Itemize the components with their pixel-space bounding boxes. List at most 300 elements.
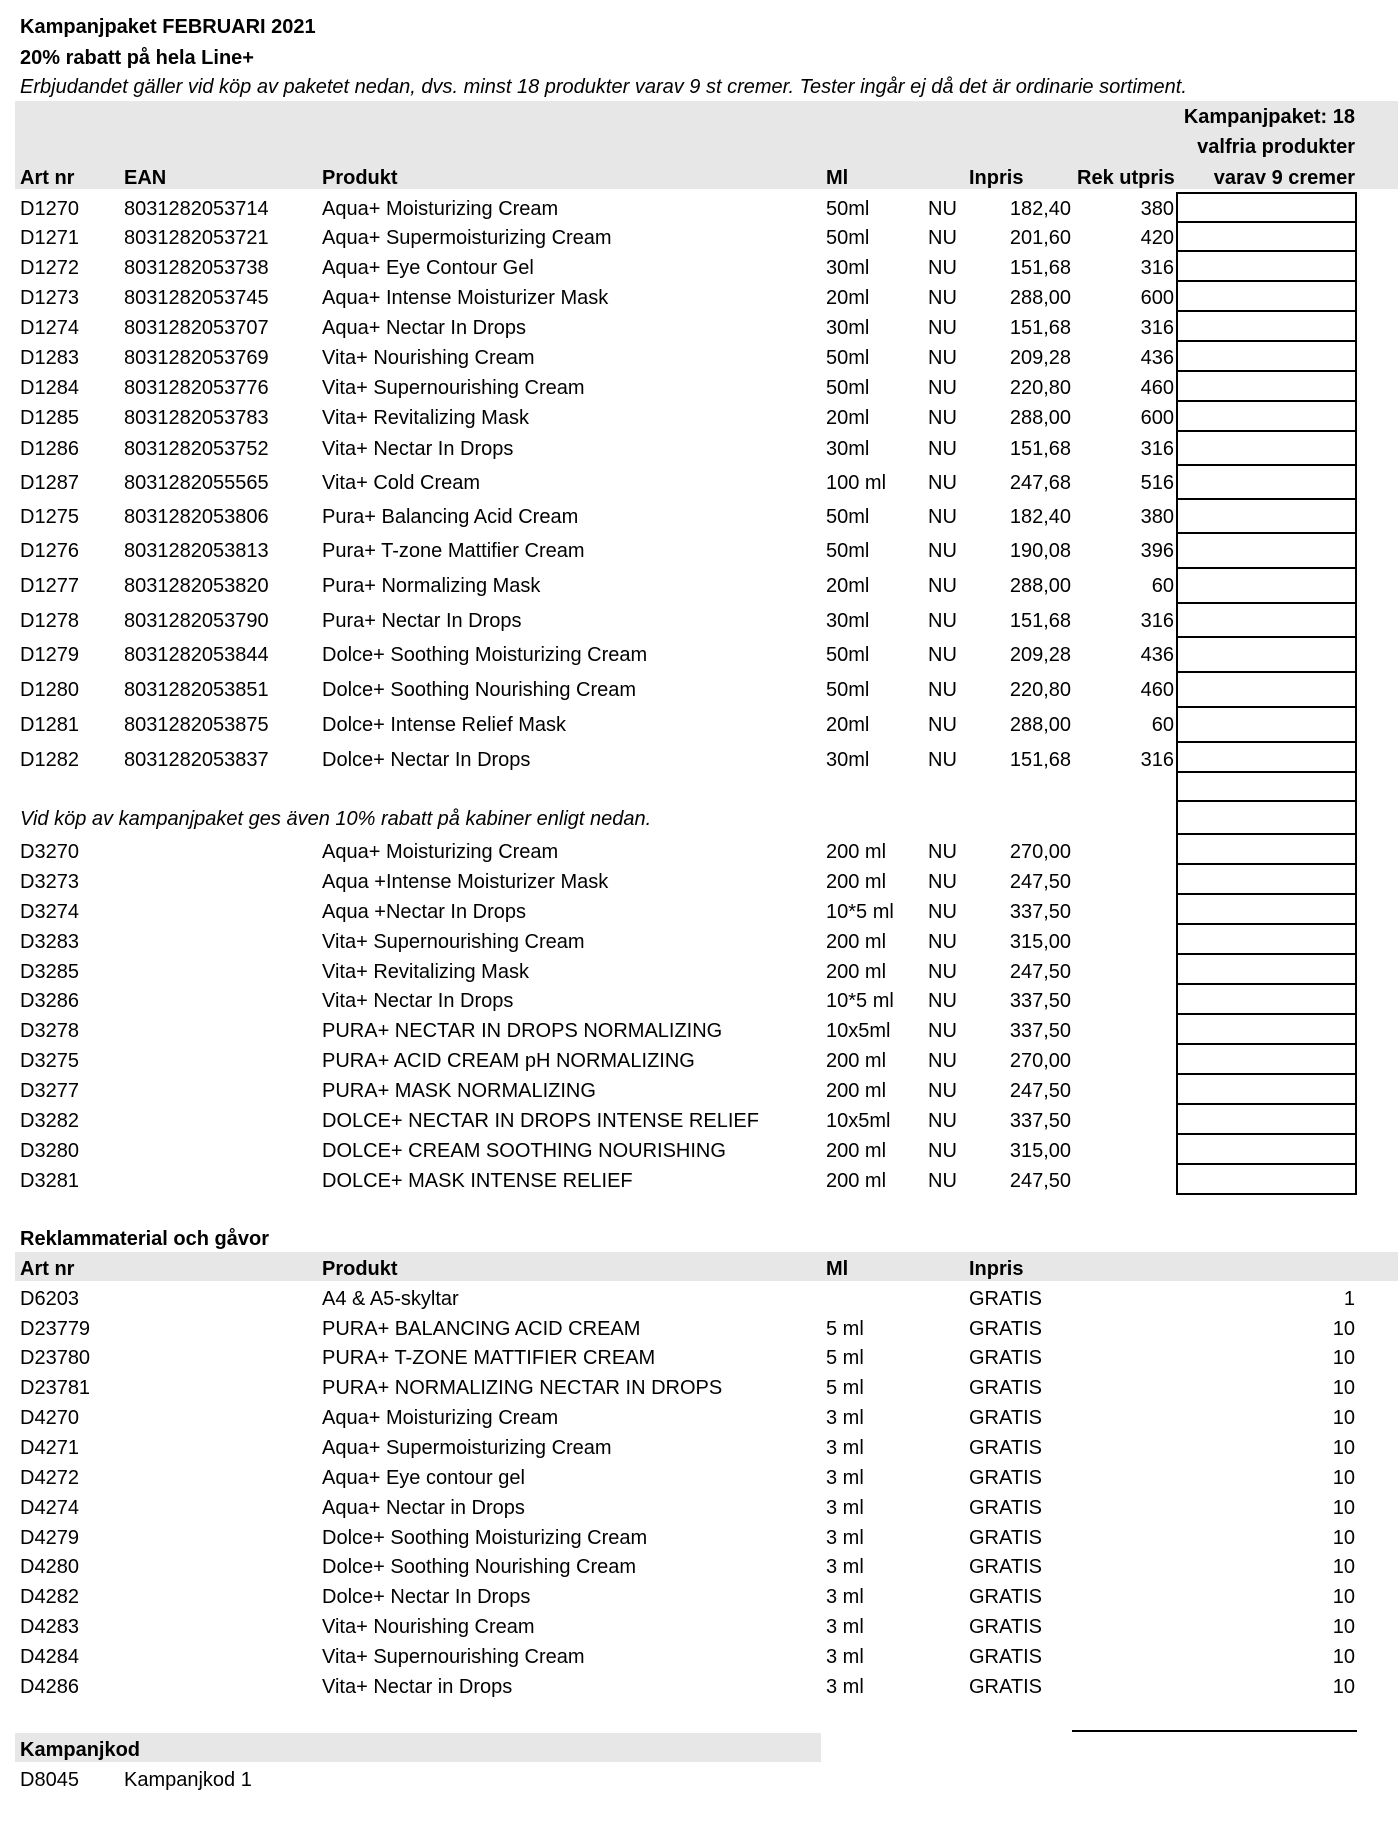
cell-ean: 8031282053714 — [124, 198, 269, 220]
cell-inpris: 337,50 — [1009, 1110, 1071, 1132]
cell-ean: 8031282053851 — [124, 679, 269, 701]
cell-produkt: Pura+ T-zone Mattifier Cream — [322, 540, 585, 562]
cell-produkt: Aqua+ Supermoisturizing Cream — [322, 227, 612, 249]
quantity-input-box[interactable] — [1176, 1163, 1357, 1195]
quantity-input-box[interactable] — [1176, 250, 1357, 282]
cell-produkt: Dolce+ Soothing Moisturizing Cream — [322, 1527, 648, 1549]
quantity-input-box[interactable] — [1176, 602, 1357, 638]
quantity-input-box[interactable] — [1176, 983, 1357, 1015]
cell-produkt: Vita+ Supernourishing Cream — [322, 931, 585, 953]
cell-nu: NU — [928, 377, 957, 399]
cell-ml: 20ml — [826, 575, 870, 597]
cell-ml: 30ml — [826, 610, 870, 632]
col-header-inpris: Inpris — [969, 167, 1024, 189]
quantity-input-box[interactable] — [1176, 498, 1357, 534]
quantity-input-box[interactable] — [1176, 923, 1357, 955]
cell-inpris: GRATIS — [969, 1586, 1042, 1608]
cell-ml: 200 ml — [826, 1140, 887, 1162]
cell-artnr: D1272 — [20, 257, 79, 279]
cell-rekutpris: 316 — [1140, 610, 1174, 632]
cell-artnr: D4283 — [20, 1616, 79, 1638]
cell-ml: 3 ml — [826, 1676, 864, 1698]
cell-produkt: Aqua+ Moisturizing Cream — [322, 1407, 559, 1429]
campaign-code-title: Kampanjkod — [20, 1739, 141, 1761]
offer-note: Erbjudandet gäller vid köp av paketet nedan, dvs. minst 18 produkter varav 9 st cremer. Tester ingår ej då det är ordinarie sortiment. — [20, 76, 1187, 98]
col-header-ml: Ml — [826, 167, 849, 189]
promo-section-title: Reklammaterial och gåvor — [20, 1228, 269, 1250]
cell-ml: 5 ml — [826, 1377, 864, 1399]
cell-artnr: D3281 — [20, 1170, 79, 1192]
cell-ml: 200 ml — [826, 931, 887, 953]
promo-header-artnr: Art nr — [20, 1258, 75, 1280]
cell-produkt: DOLCE+ MASK INTENSE RELIEF — [322, 1170, 633, 1192]
cell-nu: NU — [928, 287, 957, 309]
cell-ml: 30ml — [826, 749, 870, 771]
cell-inpris: GRATIS — [969, 1318, 1042, 1340]
col-header-ean: EAN — [124, 167, 167, 189]
cell-inpris: 337,50 — [1009, 901, 1071, 923]
cell-produkt: DOLCE+ CREAM SOOTHING NOURISHING — [322, 1140, 726, 1162]
cell-inpris: 337,50 — [1009, 1020, 1071, 1042]
cell-produkt: Aqua+ Moisturizing Cream — [322, 841, 559, 863]
cell-artnr: D4274 — [20, 1497, 79, 1519]
cell-nu: NU — [928, 1020, 957, 1042]
cell-artnr: D4279 — [20, 1527, 79, 1549]
cell-quantity: 10 — [1332, 1377, 1355, 1399]
cell-rekutpris: 60 — [1151, 575, 1174, 597]
cell-ml: 200 ml — [826, 841, 887, 863]
quantity-input-box[interactable] — [1176, 340, 1357, 372]
col-header-package-line1: Kampanjpaket: 18 — [1183, 106, 1355, 128]
cell-rekutpris: 316 — [1140, 317, 1174, 339]
cell-ml: 50ml — [826, 540, 870, 562]
cell-artnr: D1281 — [20, 714, 79, 736]
campaign-code-label: Kampanjkod 1 — [124, 1769, 252, 1791]
cell-produkt: PURA+ T-ZONE MATTIFIER CREAM — [322, 1347, 656, 1369]
cell-produkt: Vita+ Nectar in Drops — [322, 1676, 513, 1698]
cell-ml: 50ml — [826, 198, 870, 220]
cell-quantity: 10 — [1332, 1646, 1355, 1668]
cell-inpris: 247,50 — [1009, 1080, 1071, 1102]
quantity-input-box[interactable] — [1176, 430, 1357, 466]
cell-inpris: 182,40 — [1009, 506, 1071, 528]
cell-ean: 8031282053875 — [124, 714, 269, 736]
cell-artnr: D23779 — [20, 1318, 91, 1340]
cell-produkt: PURA+ NECTAR IN DROPS NORMALIZING — [322, 1020, 723, 1042]
cell-ml: 30ml — [826, 438, 870, 460]
cell-produkt: Dolce+ Intense Relief Mask — [322, 714, 567, 736]
quantity-input-box[interactable] — [1176, 893, 1357, 925]
divider-line — [1072, 1730, 1357, 1732]
cell-artnr: D3280 — [20, 1140, 79, 1162]
cell-ml: 20ml — [826, 287, 870, 309]
cell-ml: 20ml — [826, 714, 870, 736]
cell-produkt: Vita+ Revitalizing Mask — [322, 961, 529, 983]
quantity-input-box[interactable] — [1176, 280, 1357, 312]
quantity-input-box[interactable] — [1176, 1013, 1357, 1045]
cell-artnr: D3286 — [20, 990, 79, 1012]
cell-ml: 50ml — [826, 679, 870, 701]
cell-produkt: A4 & A5-skyltar — [322, 1288, 459, 1310]
cell-inpris: 288,00 — [1009, 575, 1071, 597]
cell-quantity: 10 — [1332, 1437, 1355, 1459]
cell-inpris: 247,50 — [1009, 1170, 1071, 1192]
cell-ml: 3 ml — [826, 1586, 864, 1608]
cell-rekutpris: 600 — [1140, 287, 1174, 309]
cell-artnr: D23780 — [20, 1347, 91, 1369]
cell-artnr: D1276 — [20, 540, 79, 562]
cell-inpris: 151,68 — [1009, 749, 1071, 771]
cell-inpris: 209,28 — [1009, 347, 1071, 369]
cell-ml: 5 ml — [826, 1347, 864, 1369]
cell-artnr: D4270 — [20, 1407, 79, 1429]
cell-ean: 8031282053707 — [124, 317, 269, 339]
cell-inpris: 209,28 — [1009, 644, 1071, 666]
cell-inpris: GRATIS — [969, 1467, 1042, 1489]
cell-ml: 200 ml — [826, 1170, 887, 1192]
cell-inpris: 220,80 — [1009, 377, 1071, 399]
cell-ml: 30ml — [826, 257, 870, 279]
quantity-input-box[interactable] — [1176, 741, 1357, 773]
cell-produkt: PURA+ BALANCING ACID CREAM — [322, 1318, 641, 1340]
cell-artnr: D1284 — [20, 377, 79, 399]
cell-ean: 8031282053745 — [124, 287, 269, 309]
cell-inpris: 220,80 — [1009, 679, 1071, 701]
cell-inpris: GRATIS — [969, 1646, 1042, 1668]
cell-nu: NU — [928, 575, 957, 597]
cell-produkt: Vita+ Supernourishing Cream — [322, 377, 585, 399]
cell-ean: 8031282053844 — [124, 644, 269, 666]
cell-rekutpris: 316 — [1140, 438, 1174, 460]
cell-quantity: 10 — [1332, 1497, 1355, 1519]
cell-ml: 10x5ml — [826, 1020, 891, 1042]
cell-inpris: GRATIS — [969, 1288, 1042, 1310]
quantity-input-box[interactable] — [1176, 400, 1357, 432]
cell-inpris: 288,00 — [1009, 287, 1071, 309]
cell-artnr: D1277 — [20, 575, 79, 597]
cell-inpris: GRATIS — [969, 1527, 1042, 1549]
cell-nu: NU — [928, 257, 957, 279]
cell-inpris: 190,08 — [1009, 540, 1071, 562]
cell-ean: 8031282053769 — [124, 347, 269, 369]
cell-inpris: 151,68 — [1009, 257, 1071, 279]
cell-inpris: GRATIS — [969, 1377, 1042, 1399]
cell-produkt: PURA+ MASK NORMALIZING — [322, 1080, 596, 1102]
cell-produkt: Aqua+ Intense Moisturizer Mask — [322, 287, 609, 309]
quantity-input-box[interactable] — [1176, 636, 1357, 673]
cell-rekutpris: 436 — [1140, 644, 1174, 666]
cell-rekutpris: 460 — [1140, 679, 1174, 701]
cell-ml: 50ml — [826, 227, 870, 249]
cell-rekutpris: 60 — [1151, 714, 1174, 736]
cell-ean: 8031282053820 — [124, 575, 269, 597]
cell-nu: NU — [928, 841, 957, 863]
cell-inpris: 337,50 — [1009, 990, 1071, 1012]
cell-nu: NU — [928, 506, 957, 528]
cell-inpris: 247,68 — [1009, 472, 1071, 494]
quantity-input-box[interactable] — [1176, 863, 1357, 895]
quantity-input-box[interactable] — [1176, 1133, 1357, 1165]
cell-artnr: D4284 — [20, 1646, 79, 1668]
quantity-input-box[interactable] — [1176, 671, 1357, 708]
cell-produkt: Aqua+ Moisturizing Cream — [322, 198, 559, 220]
quantity-input-box[interactable] — [1176, 1103, 1357, 1135]
cell-rekutpris: 316 — [1140, 749, 1174, 771]
cell-ml: 3 ml — [826, 1556, 864, 1578]
cell-nu: NU — [928, 198, 957, 220]
col-header-produkt: Produkt — [322, 167, 398, 189]
cell-produkt: Vita+ Nectar In Drops — [322, 438, 514, 460]
cell-rekutpris: 380 — [1140, 506, 1174, 528]
cell-ml: 200 ml — [826, 1080, 887, 1102]
cell-ml: 10*5 ml — [826, 990, 894, 1012]
cell-nu: NU — [928, 610, 957, 632]
cell-ml: 200 ml — [826, 1050, 887, 1072]
cell-inpris: 270,00 — [1009, 1050, 1071, 1072]
cell-ml: 30ml — [826, 317, 870, 339]
cell-inpris: 151,68 — [1009, 317, 1071, 339]
cell-artnr: D23781 — [20, 1377, 91, 1399]
cell-artnr: D1279 — [20, 644, 79, 666]
cell-nu: NU — [928, 749, 957, 771]
cell-nu: NU — [928, 961, 957, 983]
cell-ean: 8031282053813 — [124, 540, 269, 562]
cell-quantity: 1 — [1343, 1288, 1355, 1310]
cell-artnr: D3278 — [20, 1020, 79, 1042]
page-subtitle: 20% rabatt på hela Line+ — [20, 47, 254, 69]
cabin-discount-note: Vid köp av kampanjpaket ges även 10% rabatt på kabiner enligt nedan. — [20, 808, 652, 830]
page-title: Kampanjpaket FEBRUARI 2021 — [20, 16, 316, 38]
cell-ml: 20ml — [826, 407, 870, 429]
cell-ean: 8031282053752 — [124, 438, 269, 460]
cell-inpris: GRATIS — [969, 1556, 1042, 1578]
col-header-package-line2: valfria produkter — [1197, 136, 1355, 158]
cell-artnr: D1270 — [20, 198, 79, 220]
campaign-code-value: D8045 — [20, 1769, 79, 1791]
cell-produkt: Vita+ Supernourishing Cream — [322, 1646, 585, 1668]
cell-nu: NU — [928, 438, 957, 460]
col-header-artnr: Art nr — [20, 167, 75, 189]
cell-ml: 50ml — [826, 347, 870, 369]
quantity-input-box[interactable] — [1176, 192, 1357, 223]
cell-nu: NU — [928, 871, 957, 893]
cell-produkt: Vita+ Cold Cream — [322, 472, 481, 494]
cell-quantity: 10 — [1332, 1616, 1355, 1638]
cell-artnr: D4286 — [20, 1676, 79, 1698]
cell-nu: NU — [928, 317, 957, 339]
cell-produkt: Vita+ Nourishing Cream — [322, 347, 535, 369]
cell-ean: 8031282053721 — [124, 227, 269, 249]
cell-artnr: D1287 — [20, 472, 79, 494]
cell-produkt: Vita+ Nourishing Cream — [322, 1616, 535, 1638]
cell-produkt: Aqua+ Eye contour gel — [322, 1467, 525, 1489]
cell-artnr: D1283 — [20, 347, 79, 369]
cell-quantity: 10 — [1332, 1586, 1355, 1608]
cell-rekutpris: 436 — [1140, 347, 1174, 369]
cell-produkt: Aqua+ Eye Contour Gel — [322, 257, 534, 279]
cell-quantity: 10 — [1332, 1556, 1355, 1578]
quantity-input-box[interactable] — [1176, 221, 1357, 252]
cell-quantity: 10 — [1332, 1318, 1355, 1340]
cell-ml: 3 ml — [826, 1527, 864, 1549]
cell-inpris: 247,50 — [1009, 871, 1071, 893]
cell-artnr: D1282 — [20, 749, 79, 771]
cell-produkt: Pura+ Nectar In Drops — [322, 610, 522, 632]
cell-nu: NU — [928, 679, 957, 701]
cell-produkt: Aqua +Intense Moisturizer Mask — [322, 871, 609, 893]
cell-ml: 10x5ml — [826, 1110, 891, 1132]
cell-artnr: D1280 — [20, 679, 79, 701]
cell-nu: NU — [928, 1050, 957, 1072]
cell-inpris: GRATIS — [969, 1437, 1042, 1459]
cell-rekutpris: 316 — [1140, 257, 1174, 279]
cell-ean: 8031282053738 — [124, 257, 269, 279]
cell-artnr: D4272 — [20, 1467, 79, 1489]
cell-produkt: Dolce+ Nectar In Drops — [322, 749, 531, 771]
cell-produkt: Dolce+ Soothing Nourishing Cream — [322, 1556, 637, 1578]
cell-produkt: Vita+ Revitalizing Mask — [322, 407, 529, 429]
cell-produkt: PURA+ NORMALIZING NECTAR IN DROPS — [322, 1377, 723, 1399]
cell-inpris: 270,00 — [1009, 841, 1071, 863]
cell-ml: 3 ml — [826, 1437, 864, 1459]
cell-produkt: Aqua+ Supermoisturizing Cream — [322, 1437, 612, 1459]
cell-ean: 8031282053790 — [124, 610, 269, 632]
cell-artnr: D1274 — [20, 317, 79, 339]
cell-ean: 8031282053837 — [124, 749, 269, 771]
cell-produkt: DOLCE+ NECTAR IN DROPS INTENSE RELIEF — [322, 1110, 759, 1132]
cell-artnr: D1286 — [20, 438, 79, 460]
cell-inpris: 151,68 — [1009, 610, 1071, 632]
cell-produkt: Pura+ Normalizing Mask — [322, 575, 541, 597]
cell-quantity: 10 — [1332, 1467, 1355, 1489]
cell-ml: 200 ml — [826, 871, 887, 893]
cell-artnr: D3275 — [20, 1050, 79, 1072]
cell-inpris: GRATIS — [969, 1616, 1042, 1638]
cell-artnr: D4280 — [20, 1556, 79, 1578]
cell-ml: 50ml — [826, 644, 870, 666]
cell-nu: NU — [928, 1140, 957, 1162]
cell-inpris: GRATIS — [969, 1676, 1042, 1698]
cell-nu: NU — [928, 347, 957, 369]
quantity-input-box[interactable] — [1176, 706, 1357, 743]
cell-artnr: D3282 — [20, 1110, 79, 1132]
cell-produkt: Aqua+ Nectar In Drops — [322, 317, 526, 339]
cell-ml: 3 ml — [826, 1467, 864, 1489]
cell-artnr: D4271 — [20, 1437, 79, 1459]
cell-inpris: 288,00 — [1009, 407, 1071, 429]
cell-inpris: 315,00 — [1009, 1140, 1071, 1162]
quantity-input-box[interactable] — [1176, 532, 1357, 569]
cell-inpris: 315,00 — [1009, 931, 1071, 953]
quantity-input-box[interactable] — [1176, 953, 1357, 985]
cell-ean: 8031282053783 — [124, 407, 269, 429]
quantity-input-box[interactable] — [1176, 833, 1357, 865]
cell-nu: NU — [928, 990, 957, 1012]
cell-inpris: 247,50 — [1009, 961, 1071, 983]
cell-artnr: D6203 — [20, 1288, 79, 1310]
cell-quantity: 10 — [1332, 1347, 1355, 1369]
cell-artnr: D1285 — [20, 407, 79, 429]
cell-ml: 3 ml — [826, 1497, 864, 1519]
cell-ml: 50ml — [826, 377, 870, 399]
cell-artnr: D3277 — [20, 1080, 79, 1102]
cell-inpris: 201,60 — [1009, 227, 1071, 249]
cell-nu: NU — [928, 540, 957, 562]
cell-nu: NU — [928, 227, 957, 249]
cell-inpris: GRATIS — [969, 1347, 1042, 1369]
cell-artnr: D1278 — [20, 610, 79, 632]
cell-artnr: D3273 — [20, 871, 79, 893]
quantity-input-box[interactable] — [1176, 567, 1357, 604]
cell-artnr: D3283 — [20, 931, 79, 953]
promo-header-inpris: Inpris — [969, 1258, 1024, 1280]
cell-inpris: 182,40 — [1009, 198, 1071, 220]
cell-inpris: 288,00 — [1009, 714, 1071, 736]
cell-nu: NU — [928, 1110, 957, 1132]
col-header-package-line3: varav 9 cremer — [1213, 167, 1355, 189]
cell-ml: 10*5 ml — [826, 901, 894, 923]
cell-ml: 3 ml — [826, 1646, 864, 1668]
cell-artnr: D1273 — [20, 287, 79, 309]
cell-nu: NU — [928, 901, 957, 923]
cell-ml: 3 ml — [826, 1616, 864, 1638]
cell-rekutpris: 380 — [1140, 198, 1174, 220]
cell-inpris: GRATIS — [969, 1407, 1042, 1429]
cell-quantity: 10 — [1332, 1527, 1355, 1549]
cell-produkt: Dolce+ Soothing Moisturizing Cream — [322, 644, 648, 666]
cell-produkt: Dolce+ Soothing Nourishing Cream — [322, 679, 637, 701]
quantity-input-box[interactable] — [1176, 310, 1357, 342]
quantity-input-box[interactable] — [1176, 800, 1357, 835]
cell-produkt: Aqua+ Nectar in Drops — [322, 1497, 525, 1519]
cell-nu: NU — [928, 407, 957, 429]
cell-ml: 5 ml — [826, 1318, 864, 1340]
quantity-input-box[interactable] — [1176, 464, 1357, 500]
quantity-input-box[interactable] — [1176, 1043, 1357, 1075]
cell-ml: 3 ml — [826, 1407, 864, 1429]
cell-artnr: D3285 — [20, 961, 79, 983]
cell-quantity: 10 — [1332, 1407, 1355, 1429]
promo-header-ml: Ml — [826, 1258, 849, 1280]
cell-nu: NU — [928, 931, 957, 953]
cell-nu: NU — [928, 1080, 957, 1102]
quantity-input-box[interactable] — [1176, 771, 1357, 802]
quantity-input-box[interactable] — [1176, 1073, 1357, 1105]
cell-artnr: D3274 — [20, 901, 79, 923]
cell-produkt: PURA+ ACID CREAM pH NORMALIZING — [322, 1050, 695, 1072]
cell-artnr: D1271 — [20, 227, 79, 249]
cell-nu: NU — [928, 644, 957, 666]
cell-nu: NU — [928, 472, 957, 494]
cell-nu: NU — [928, 714, 957, 736]
cell-artnr: D1275 — [20, 506, 79, 528]
cell-rekutpris: 516 — [1140, 472, 1174, 494]
cell-produkt: Pura+ Balancing Acid Cream — [322, 506, 579, 528]
cell-ml: 50ml — [826, 506, 870, 528]
cell-produkt: Vita+ Nectar In Drops — [322, 990, 514, 1012]
promo-header-bg — [15, 1252, 1398, 1281]
cell-artnr: D3270 — [20, 841, 79, 863]
cell-inpris: GRATIS — [969, 1497, 1042, 1519]
cell-ml: 200 ml — [826, 961, 887, 983]
quantity-input-box[interactable] — [1176, 370, 1357, 402]
cell-ean: 8031282055565 — [124, 472, 269, 494]
cell-inpris: 151,68 — [1009, 438, 1071, 460]
cell-produkt: Aqua +Nectar In Drops — [322, 901, 526, 923]
cell-produkt: Dolce+ Nectar In Drops — [322, 1586, 531, 1608]
cell-rekutpris: 396 — [1140, 540, 1174, 562]
cell-ean: 8031282053776 — [124, 377, 269, 399]
